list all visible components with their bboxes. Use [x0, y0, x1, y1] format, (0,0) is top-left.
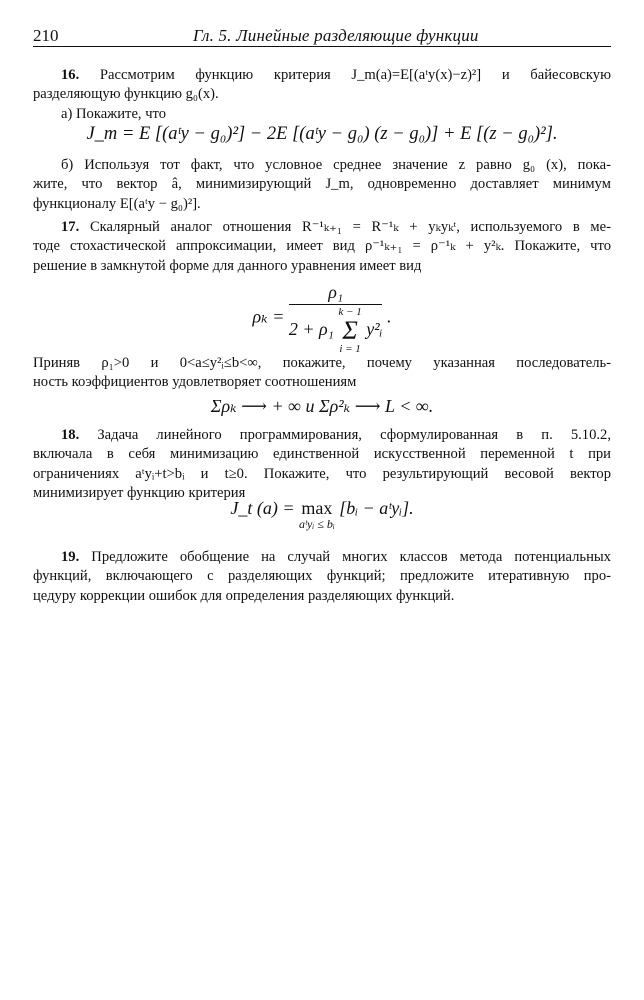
formula-jt [33, 498, 611, 532]
problem-text: минимизирует функцию критерия [33, 485, 246, 502]
problem-text: Задача линейного программирования, сформулированная в п. 5.10.2, [97, 427, 611, 443]
formula-lhs: ρₖ = [252, 306, 285, 327]
problem-text: Предложите обобщение на случай многих классов метода потенциальных [91, 549, 611, 565]
formula-rho [0, 282, 644, 355]
formula-lhs: J_t (a) = [230, 498, 295, 518]
max-constraint: aᵗyᵢ ≤ bᵢ [299, 517, 335, 531]
formula-jm: J_m = E [(aᵗy − g₀)²] − 2E [(aᵗy − g₀) (z − g₀)] + E [(z − g₀)²]. [86, 124, 558, 144]
problem-text: жите, что вектор â, минимизирующий J_m, одновременно доставляет минимум [33, 176, 611, 193]
fraction-numerator: ρ₁ [289, 282, 383, 305]
problem-text: решение в замкнутой форме для данного уравнения имеет вид [33, 257, 422, 274]
problem-number: 17. [61, 219, 80, 235]
running-head: Гл. 5. Линейные разделяющие функции [193, 26, 479, 45]
max-operator [299, 498, 335, 532]
problem-text: включала в себя минимизацию единственной искусственной переменной t при [33, 446, 611, 463]
problem-16-part-b [33, 156, 611, 214]
problem-number: 19. [61, 549, 80, 565]
problem-text: функций, включающего c разделяющих функций; предложите итеративную про- [33, 568, 611, 585]
sum-lower-limit: i = 1 [339, 343, 361, 355]
problem-text: функционалу E[(aᵗy − g₀)²]. [33, 195, 201, 212]
problem-text: ограничениях aᵗyᵢ+t>bᵢ и t≥0. Покажите, что результирующий весовой вектор [33, 465, 611, 482]
page-number: 210 [33, 26, 59, 45]
problem-17-cont [33, 354, 611, 393]
problem-text: б) Используя тот факт, что условное среднее значение z равно g₀ (x), пока- [61, 157, 611, 173]
problem-number: 16. [61, 67, 80, 83]
problem-text: разделяющую функцию g₀(x). [33, 86, 219, 103]
problem-16 [33, 66, 611, 124]
fraction [289, 282, 383, 355]
sum-symbol: k − 1 Σ i = 1 [338, 306, 362, 355]
problem-19 [33, 548, 611, 606]
formula-series: Σρₖ ⟶ + ∞ и Σρ²ₖ ⟶ L < ∞. [210, 396, 434, 416]
max-label: max [301, 498, 333, 518]
problem-text: Приняв ρ₁>0 и 0<a≤y²ᵢ≤b<∞, покажите, почему указанная последователь- [33, 355, 611, 371]
sum-upper-limit: k − 1 [338, 306, 362, 318]
problem-text: тоде стохастической аппроксимации, имеет вид ρ⁻¹ₖ₊₁ = ρ⁻¹ₖ + y²ₖ. Покажите, что [33, 238, 611, 255]
problem-18 [33, 426, 611, 504]
problem-text: цедуру коррекции ошибок для определения разделяющих функций. [33, 587, 455, 604]
problem-number: 18. [61, 427, 80, 443]
denominator-right: y²ᵢ [366, 319, 383, 340]
part-a-label: а) Покажите, что [61, 105, 167, 122]
denominator-left: 2 + ρ₁ [288, 319, 334, 340]
formula-rhs: [bᵢ − aᵗyᵢ]. [339, 498, 414, 518]
page-header [33, 22, 611, 47]
problem-text: Скалярный аналог отношения R⁻¹ₖ₊₁ = R⁻¹ₖ + yₖyₖᵗ, используемого в ме- [89, 219, 611, 235]
problem-17 [33, 218, 611, 276]
problem-text: ность коэффициентов удовлетворяет соотношениям [33, 374, 357, 391]
formula-period: . [386, 306, 392, 327]
fraction-denominator [289, 305, 383, 355]
problem-text: Рассмотрим функцию критерия J_m(a)=E[(aᵗy(x)−z)²] и байесовскую [99, 67, 611, 83]
